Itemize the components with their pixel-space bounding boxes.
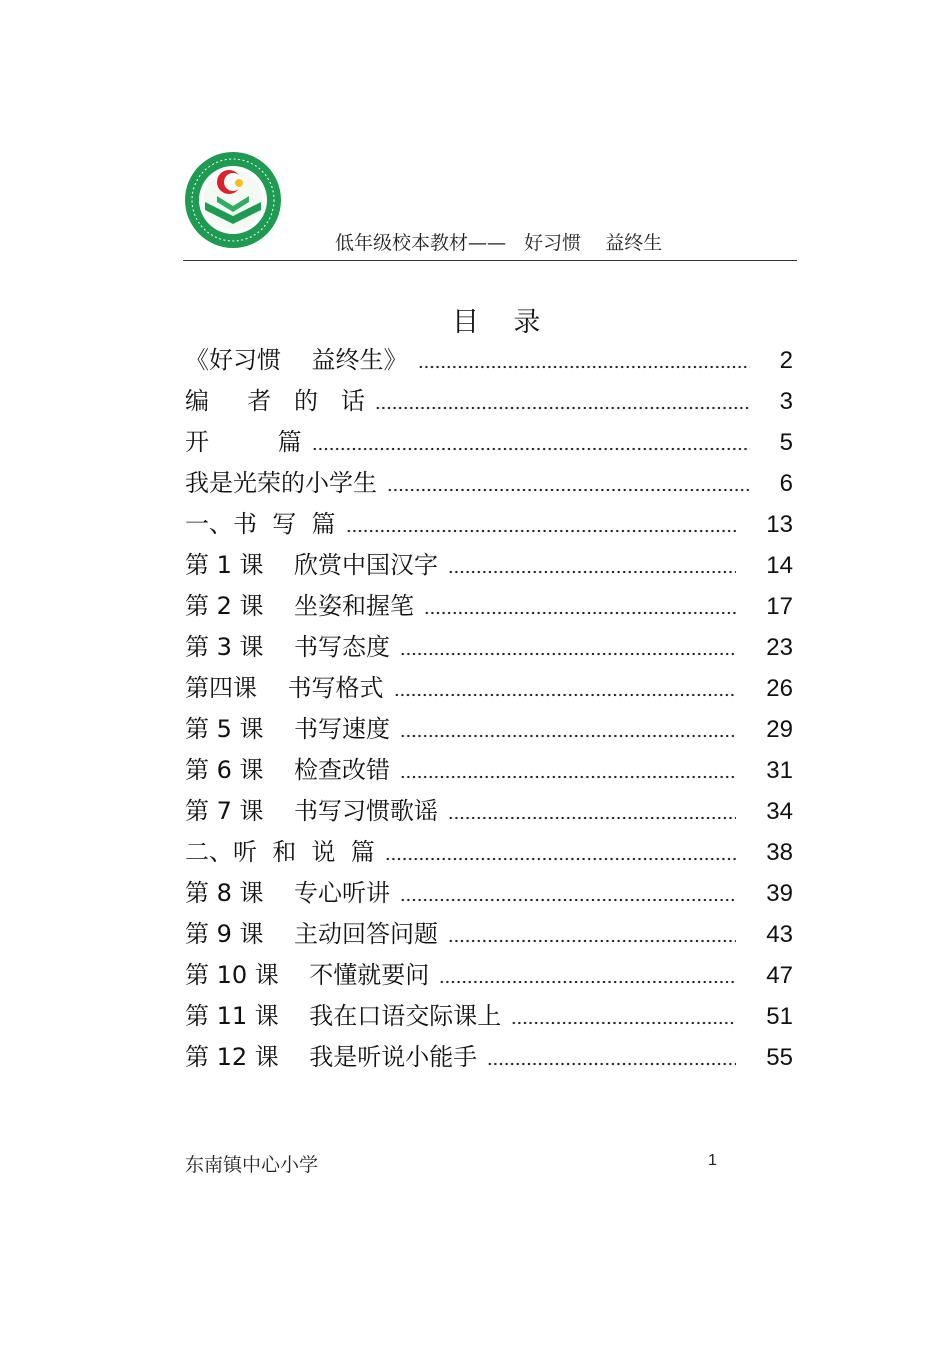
toc-entry-label: 第 10 课 不懂就要问 — [185, 961, 430, 989]
toc-entry — [185, 996, 795, 1037]
toc-entry-label: 一、书 写 篇 — [185, 510, 336, 538]
toc-entry-label: 第 7 课 书写习惯歌谣 — [185, 797, 439, 825]
toc-entry — [185, 750, 795, 791]
toc-leader-dots — [448, 565, 736, 579]
footer-school-name: 东南镇中心小学 — [185, 1154, 319, 1176]
toc-entry-label: 第 6 课 检查改错 — [185, 756, 391, 784]
toc-entry-label: 第 8 课 专心听讲 — [185, 879, 391, 907]
toc-entry-page: 47 — [766, 962, 793, 989]
toc-entry — [185, 340, 795, 381]
toc-entry — [185, 627, 795, 668]
header-title: 低年级校本教材—— 好习惯 益终生 — [335, 232, 663, 254]
school-logo — [183, 150, 283, 250]
toc-entry-page: 43 — [766, 921, 793, 948]
toc-entry — [185, 463, 795, 504]
toc-entry-label: 第 12 课 我是听说小能手 — [185, 1043, 478, 1071]
toc-entry-label: 第 5 课 书写速度 — [185, 715, 391, 743]
toc-entry — [185, 381, 795, 422]
toc-entry — [185, 504, 795, 545]
toc-entry-page: 55 — [766, 1044, 793, 1071]
toc-entry-label: 二、听 和 说 篇 — [185, 838, 375, 866]
toc-entry-page: 34 — [766, 798, 793, 825]
toc-title: 目 录 — [452, 307, 541, 338]
toc-entry-page: 26 — [766, 675, 793, 702]
toc-leader-dots — [511, 1016, 736, 1030]
header-divider — [183, 260, 797, 261]
toc-entry-page: 31 — [766, 757, 793, 784]
toc-entry-page: 39 — [766, 880, 793, 907]
toc-leader-dots — [448, 934, 736, 948]
toc-leader-dots — [400, 647, 736, 661]
toc-entry — [185, 955, 795, 996]
toc-entry-page: 23 — [766, 634, 793, 661]
toc-entry-page: 14 — [766, 552, 793, 579]
toc-entry-page: 5 — [779, 429, 793, 456]
toc-entry-page: 17 — [766, 593, 793, 620]
toc-entry-label: 第 1 课 欣赏中国汉字 — [185, 551, 439, 579]
toc-entry-page: 13 — [766, 511, 793, 538]
toc-entry-label: 我是光荣的小学生 — [185, 469, 377, 497]
toc-leader-dots — [439, 975, 736, 989]
toc-entry-label: 第 9 课 主动回答问题 — [185, 920, 439, 948]
toc-entry — [185, 1037, 795, 1078]
toc-leader-dots — [385, 852, 736, 866]
toc-entry — [185, 791, 795, 832]
toc-leader-dots — [375, 401, 750, 415]
toc-leader-dots — [394, 688, 736, 702]
toc-leader-dots — [400, 729, 736, 743]
toc-entry — [185, 422, 795, 463]
toc-leader-dots — [400, 893, 736, 907]
toc-leader-dots — [400, 770, 736, 784]
toc-entry-page: 38 — [766, 839, 793, 866]
toc-entry-page: 2 — [779, 347, 793, 374]
toc-entry-label: 第 2 课 坐姿和握笔 — [185, 592, 415, 620]
toc-leader-dots — [487, 1057, 736, 1071]
toc-entry-page: 51 — [766, 1003, 793, 1030]
toc-entry-label: 编 者 的 话 — [185, 387, 365, 415]
toc-entry — [185, 914, 795, 955]
toc-entry-label: 第四课 书写格式 — [185, 674, 384, 702]
toc-entry — [185, 545, 795, 586]
toc-entry — [185, 586, 795, 627]
toc-entry-page: 3 — [779, 388, 793, 415]
toc-entry — [185, 709, 795, 750]
toc-leader-dots — [424, 606, 736, 620]
toc-entry-label: 《好习惯 益终生》 — [185, 346, 408, 374]
toc-entry — [185, 873, 795, 914]
toc-leader-dots — [346, 524, 736, 538]
toc-leader-dots — [418, 360, 750, 374]
toc-leader-dots — [387, 483, 750, 497]
toc-entry — [185, 832, 795, 873]
toc-entry-page: 29 — [766, 716, 793, 743]
toc-entry-label: 第 11 课 我在口语交际课上 — [185, 1002, 502, 1030]
toc-entry-label: 开 篇 — [185, 428, 302, 456]
footer-page-number: 1 — [708, 1152, 717, 1169]
toc-leader-dots — [312, 442, 750, 456]
toc-entry-page: 6 — [779, 470, 793, 497]
toc-entry-label: 第 3 课 书写态度 — [185, 633, 391, 661]
toc-entry — [185, 668, 795, 709]
toc-leader-dots — [448, 811, 736, 825]
